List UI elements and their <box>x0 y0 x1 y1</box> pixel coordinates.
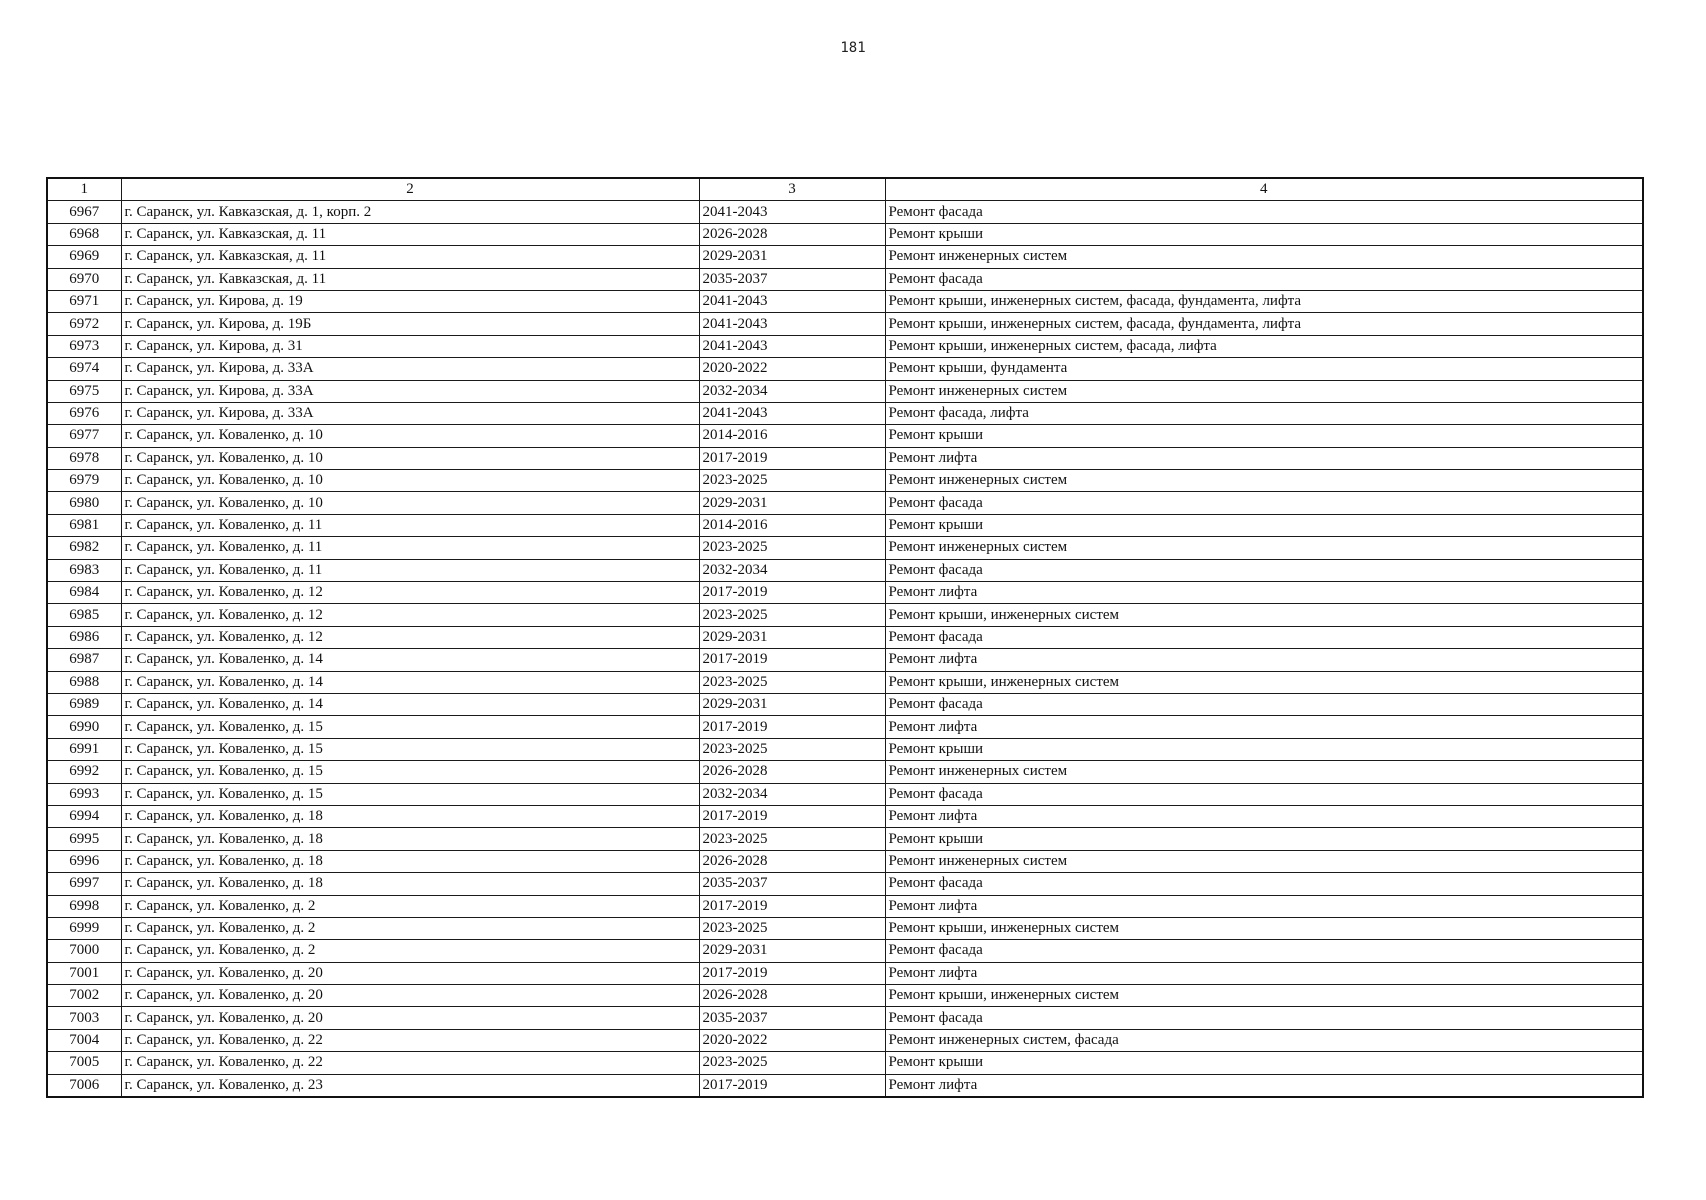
row-number: 6974 <box>47 358 121 380</box>
address-cell: г. Саранск, ул. Коваленко, д. 15 <box>121 738 699 760</box>
period-cell: 2041-2043 <box>699 290 885 312</box>
row-number: 6973 <box>47 335 121 357</box>
table-row <box>47 492 1643 514</box>
work-type-cell: Ремонт фасада <box>885 559 1643 581</box>
address-cell: г. Саранск, ул. Кавказская, д. 11 <box>121 268 699 290</box>
work-type-cell: Ремонт крыши <box>885 828 1643 850</box>
work-type-cell: Ремонт инженерных систем <box>885 761 1643 783</box>
address-cell: г. Саранск, ул. Коваленко, д. 22 <box>121 1029 699 1051</box>
table-row <box>47 447 1643 469</box>
table-row <box>47 761 1643 783</box>
period-cell: 2029-2031 <box>699 492 885 514</box>
row-number: 6987 <box>47 649 121 671</box>
address-cell: г. Саранск, ул. Коваленко, д. 18 <box>121 873 699 895</box>
period-cell: 2023-2025 <box>699 828 885 850</box>
row-number: 6999 <box>47 917 121 939</box>
row-number: 6992 <box>47 761 121 783</box>
row-number: 7002 <box>47 985 121 1007</box>
address-cell: г. Саранск, ул. Коваленко, д. 20 <box>121 962 699 984</box>
work-type-cell: Ремонт фасада <box>885 492 1643 514</box>
work-type-cell: Ремонт инженерных систем <box>885 380 1643 402</box>
table-row <box>47 805 1643 827</box>
table-row <box>47 1029 1643 1051</box>
period-cell: 2026-2028 <box>699 761 885 783</box>
table-row <box>47 828 1643 850</box>
row-number: 6984 <box>47 582 121 604</box>
table-row <box>47 514 1643 536</box>
work-type-cell: Ремонт лифта <box>885 805 1643 827</box>
period-cell: 2020-2022 <box>699 358 885 380</box>
table-row <box>47 290 1643 312</box>
table-row <box>47 873 1643 895</box>
table-row <box>47 402 1643 424</box>
period-cell: 2041-2043 <box>699 335 885 357</box>
row-number: 7004 <box>47 1029 121 1051</box>
row-number: 6988 <box>47 671 121 693</box>
address-cell: г. Саранск, ул. Коваленко, д. 11 <box>121 559 699 581</box>
row-number: 6997 <box>47 873 121 895</box>
address-cell: г. Саранск, ул. Коваленко, д. 12 <box>121 626 699 648</box>
table-row <box>47 380 1643 402</box>
column-header-2: 2 <box>121 178 699 201</box>
work-type-cell: Ремонт крыши <box>885 738 1643 760</box>
work-type-cell: Ремонт фасада <box>885 626 1643 648</box>
work-type-cell: Ремонт крыши, инженерных систем <box>885 671 1643 693</box>
table-row <box>47 1007 1643 1029</box>
address-cell: г. Саранск, ул. Кирова, д. 33А <box>121 358 699 380</box>
table-row <box>47 850 1643 872</box>
row-number: 6978 <box>47 447 121 469</box>
repair-schedule-table <box>46 177 1644 1098</box>
table-row <box>47 671 1643 693</box>
row-number: 6983 <box>47 559 121 581</box>
row-number: 7003 <box>47 1007 121 1029</box>
table-row <box>47 626 1643 648</box>
table-row <box>47 738 1643 760</box>
address-cell: г. Саранск, ул. Коваленко, д. 20 <box>121 985 699 1007</box>
period-cell: 2023-2025 <box>699 604 885 626</box>
address-cell: г. Саранск, ул. Коваленко, д. 18 <box>121 805 699 827</box>
row-number: 6985 <box>47 604 121 626</box>
table-row <box>47 470 1643 492</box>
row-number: 6971 <box>47 290 121 312</box>
work-type-cell: Ремонт крыши <box>885 223 1643 245</box>
work-type-cell: Ремонт лифта <box>885 895 1643 917</box>
work-type-cell: Ремонт лифта <box>885 447 1643 469</box>
period-cell: 2029-2031 <box>699 626 885 648</box>
table-row <box>47 940 1643 962</box>
row-number: 6995 <box>47 828 121 850</box>
row-number: 6980 <box>47 492 121 514</box>
address-cell: г. Саранск, ул. Коваленко, д. 12 <box>121 582 699 604</box>
period-cell: 2023-2025 <box>699 917 885 939</box>
work-type-cell: Ремонт фасада <box>885 201 1643 223</box>
work-type-cell: Ремонт фасада <box>885 693 1643 715</box>
period-cell: 2017-2019 <box>699 962 885 984</box>
period-cell: 2035-2037 <box>699 873 885 895</box>
table-row <box>47 358 1643 380</box>
table-row <box>47 1052 1643 1074</box>
column-header-4: 4 <box>885 178 1643 201</box>
column-header-1: 1 <box>47 178 121 201</box>
period-cell: 2029-2031 <box>699 693 885 715</box>
table-row <box>47 246 1643 268</box>
address-cell: г. Саранск, ул. Коваленко, д. 2 <box>121 895 699 917</box>
work-type-cell: Ремонт фасада <box>885 783 1643 805</box>
row-number: 7006 <box>47 1074 121 1097</box>
work-type-cell: Ремонт фасада <box>885 1007 1643 1029</box>
row-number: 7001 <box>47 962 121 984</box>
address-cell: г. Саранск, ул. Коваленко, д. 11 <box>121 537 699 559</box>
row-number: 6990 <box>47 716 121 738</box>
row-number: 7005 <box>47 1052 121 1074</box>
row-number: 6967 <box>47 201 121 223</box>
period-cell: 2017-2019 <box>699 1074 885 1097</box>
work-type-cell: Ремонт лифта <box>885 649 1643 671</box>
table-row <box>47 895 1643 917</box>
period-cell: 2041-2043 <box>699 201 885 223</box>
address-cell: г. Саранск, ул. Кавказская, д. 11 <box>121 223 699 245</box>
row-number: 6989 <box>47 693 121 715</box>
period-cell: 2020-2022 <box>699 1029 885 1051</box>
work-type-cell: Ремонт крыши, фундамента <box>885 358 1643 380</box>
address-cell: г. Саранск, ул. Кавказская, д. 11 <box>121 246 699 268</box>
work-type-cell: Ремонт фасада <box>885 940 1643 962</box>
address-cell: г. Саранск, ул. Коваленко, д. 18 <box>121 850 699 872</box>
table-body <box>47 201 1643 1097</box>
address-cell: г. Саранск, ул. Коваленко, д. 23 <box>121 1074 699 1097</box>
address-cell: г. Саранск, ул. Коваленко, д. 10 <box>121 447 699 469</box>
work-type-cell: Ремонт крыши, инженерных систем <box>885 985 1643 1007</box>
work-type-cell: Ремонт крыши <box>885 425 1643 447</box>
address-cell: г. Саранск, ул. Коваленко, д. 12 <box>121 604 699 626</box>
address-cell: г. Саранск, ул. Коваленко, д. 14 <box>121 671 699 693</box>
period-cell: 2017-2019 <box>699 582 885 604</box>
table-row <box>47 223 1643 245</box>
work-type-cell: Ремонт крыши, инженерных систем, фасада, фундамента, лифта <box>885 290 1643 312</box>
table-row <box>47 425 1643 447</box>
work-type-cell: Ремонт крыши, инженерных систем <box>885 604 1643 626</box>
row-number: 6996 <box>47 850 121 872</box>
address-cell: г. Саранск, ул. Коваленко, д. 2 <box>121 940 699 962</box>
table-row <box>47 559 1643 581</box>
table-row <box>47 649 1643 671</box>
period-cell: 2017-2019 <box>699 895 885 917</box>
row-number: 6976 <box>47 402 121 424</box>
address-cell: г. Саранск, ул. Кирова, д. 31 <box>121 335 699 357</box>
work-type-cell: Ремонт инженерных систем <box>885 850 1643 872</box>
address-cell: г. Саранск, ул. Коваленко, д. 18 <box>121 828 699 850</box>
row-number: 6993 <box>47 783 121 805</box>
period-cell: 2017-2019 <box>699 649 885 671</box>
table-row <box>47 917 1643 939</box>
period-cell: 2014-2016 <box>699 514 885 536</box>
work-type-cell: Ремонт фасада <box>885 873 1643 895</box>
row-number: 6977 <box>47 425 121 447</box>
period-cell: 2017-2019 <box>699 447 885 469</box>
table-row <box>47 268 1643 290</box>
address-cell: г. Саранск, ул. Коваленко, д. 15 <box>121 783 699 805</box>
address-cell: г. Саранск, ул. Коваленко, д. 10 <box>121 425 699 447</box>
period-cell: 2023-2025 <box>699 537 885 559</box>
table-row <box>47 716 1643 738</box>
work-type-cell: Ремонт инженерных систем <box>885 470 1643 492</box>
period-cell: 2041-2043 <box>699 313 885 335</box>
period-cell: 2035-2037 <box>699 268 885 290</box>
period-cell: 2029-2031 <box>699 940 885 962</box>
table-row <box>47 693 1643 715</box>
address-cell: г. Саранск, ул. Коваленко, д. 22 <box>121 1052 699 1074</box>
row-number: 6969 <box>47 246 121 268</box>
period-cell: 2023-2025 <box>699 1052 885 1074</box>
table-row <box>47 537 1643 559</box>
work-type-cell: Ремонт инженерных систем, фасада <box>885 1029 1643 1051</box>
address-cell: г. Саранск, ул. Кирова, д. 33А <box>121 402 699 424</box>
row-number: 6998 <box>47 895 121 917</box>
period-cell: 2032-2034 <box>699 559 885 581</box>
row-number: 6994 <box>47 805 121 827</box>
table-row <box>47 604 1643 626</box>
work-type-cell: Ремонт лифта <box>885 962 1643 984</box>
work-type-cell: Ремонт фасада <box>885 268 1643 290</box>
table-row <box>47 201 1643 223</box>
work-type-cell: Ремонт крыши, инженерных систем, фасада, лифта <box>885 335 1643 357</box>
row-number: 6982 <box>47 537 121 559</box>
work-type-cell: Ремонт крыши <box>885 1052 1643 1074</box>
period-cell: 2041-2043 <box>699 402 885 424</box>
period-cell: 2017-2019 <box>699 805 885 827</box>
address-cell: г. Саранск, ул. Коваленко, д. 2 <box>121 917 699 939</box>
address-cell: г. Саранск, ул. Коваленко, д. 20 <box>121 1007 699 1029</box>
address-cell: г. Саранск, ул. Кирова, д. 33А <box>121 380 699 402</box>
work-type-cell: Ремонт фасада, лифта <box>885 402 1643 424</box>
table-row <box>47 962 1643 984</box>
table-row <box>47 985 1643 1007</box>
row-number: 6991 <box>47 738 121 760</box>
table-row <box>47 582 1643 604</box>
page-number: 181 <box>840 40 866 56</box>
row-number: 6968 <box>47 223 121 245</box>
row-number: 6979 <box>47 470 121 492</box>
work-type-cell: Ремонт инженерных систем <box>885 537 1643 559</box>
address-cell: г. Саранск, ул. Коваленко, д. 15 <box>121 716 699 738</box>
period-cell: 2026-2028 <box>699 223 885 245</box>
row-number: 6986 <box>47 626 121 648</box>
period-cell: 2017-2019 <box>699 716 885 738</box>
address-cell: г. Саранск, ул. Коваленко, д. 11 <box>121 514 699 536</box>
address-cell: г. Саранск, ул. Коваленко, д. 14 <box>121 693 699 715</box>
table-row <box>47 783 1643 805</box>
period-cell: 2032-2034 <box>699 380 885 402</box>
work-type-cell: Ремонт лифта <box>885 1074 1643 1097</box>
period-cell: 2026-2028 <box>699 985 885 1007</box>
row-number: 6975 <box>47 380 121 402</box>
address-cell: г. Саранск, ул. Кирова, д. 19 <box>121 290 699 312</box>
address-cell: г. Саранск, ул. Кавказская, д. 1, корп. 2 <box>121 201 699 223</box>
address-cell: г. Саранск, ул. Кирова, д. 19Б <box>121 313 699 335</box>
row-number: 6981 <box>47 514 121 536</box>
work-type-cell: Ремонт инженерных систем <box>885 246 1643 268</box>
work-type-cell: Ремонт крыши, инженерных систем <box>885 917 1643 939</box>
period-cell: 2023-2025 <box>699 738 885 760</box>
period-cell: 2023-2025 <box>699 671 885 693</box>
work-type-cell: Ремонт крыши <box>885 514 1643 536</box>
row-number: 7000 <box>47 940 121 962</box>
table-row <box>47 1074 1643 1097</box>
period-cell: 2026-2028 <box>699 850 885 872</box>
period-cell: 2035-2037 <box>699 1007 885 1029</box>
period-cell: 2032-2034 <box>699 783 885 805</box>
row-number: 6972 <box>47 313 121 335</box>
address-cell: г. Саранск, ул. Коваленко, д. 10 <box>121 470 699 492</box>
address-cell: г. Саранск, ул. Коваленко, д. 14 <box>121 649 699 671</box>
address-cell: г. Саранск, ул. Коваленко, д. 10 <box>121 492 699 514</box>
column-header-3: 3 <box>699 178 885 201</box>
work-type-cell: Ремонт лифта <box>885 716 1643 738</box>
period-cell: 2029-2031 <box>699 246 885 268</box>
table-row <box>47 335 1643 357</box>
table-header-row <box>47 178 1643 201</box>
address-cell: г. Саранск, ул. Коваленко, д. 15 <box>121 761 699 783</box>
period-cell: 2014-2016 <box>699 425 885 447</box>
work-type-cell: Ремонт крыши, инженерных систем, фасада, фундамента, лифта <box>885 313 1643 335</box>
table-row <box>47 313 1643 335</box>
row-number: 6970 <box>47 268 121 290</box>
period-cell: 2023-2025 <box>699 470 885 492</box>
work-type-cell: Ремонт лифта <box>885 582 1643 604</box>
